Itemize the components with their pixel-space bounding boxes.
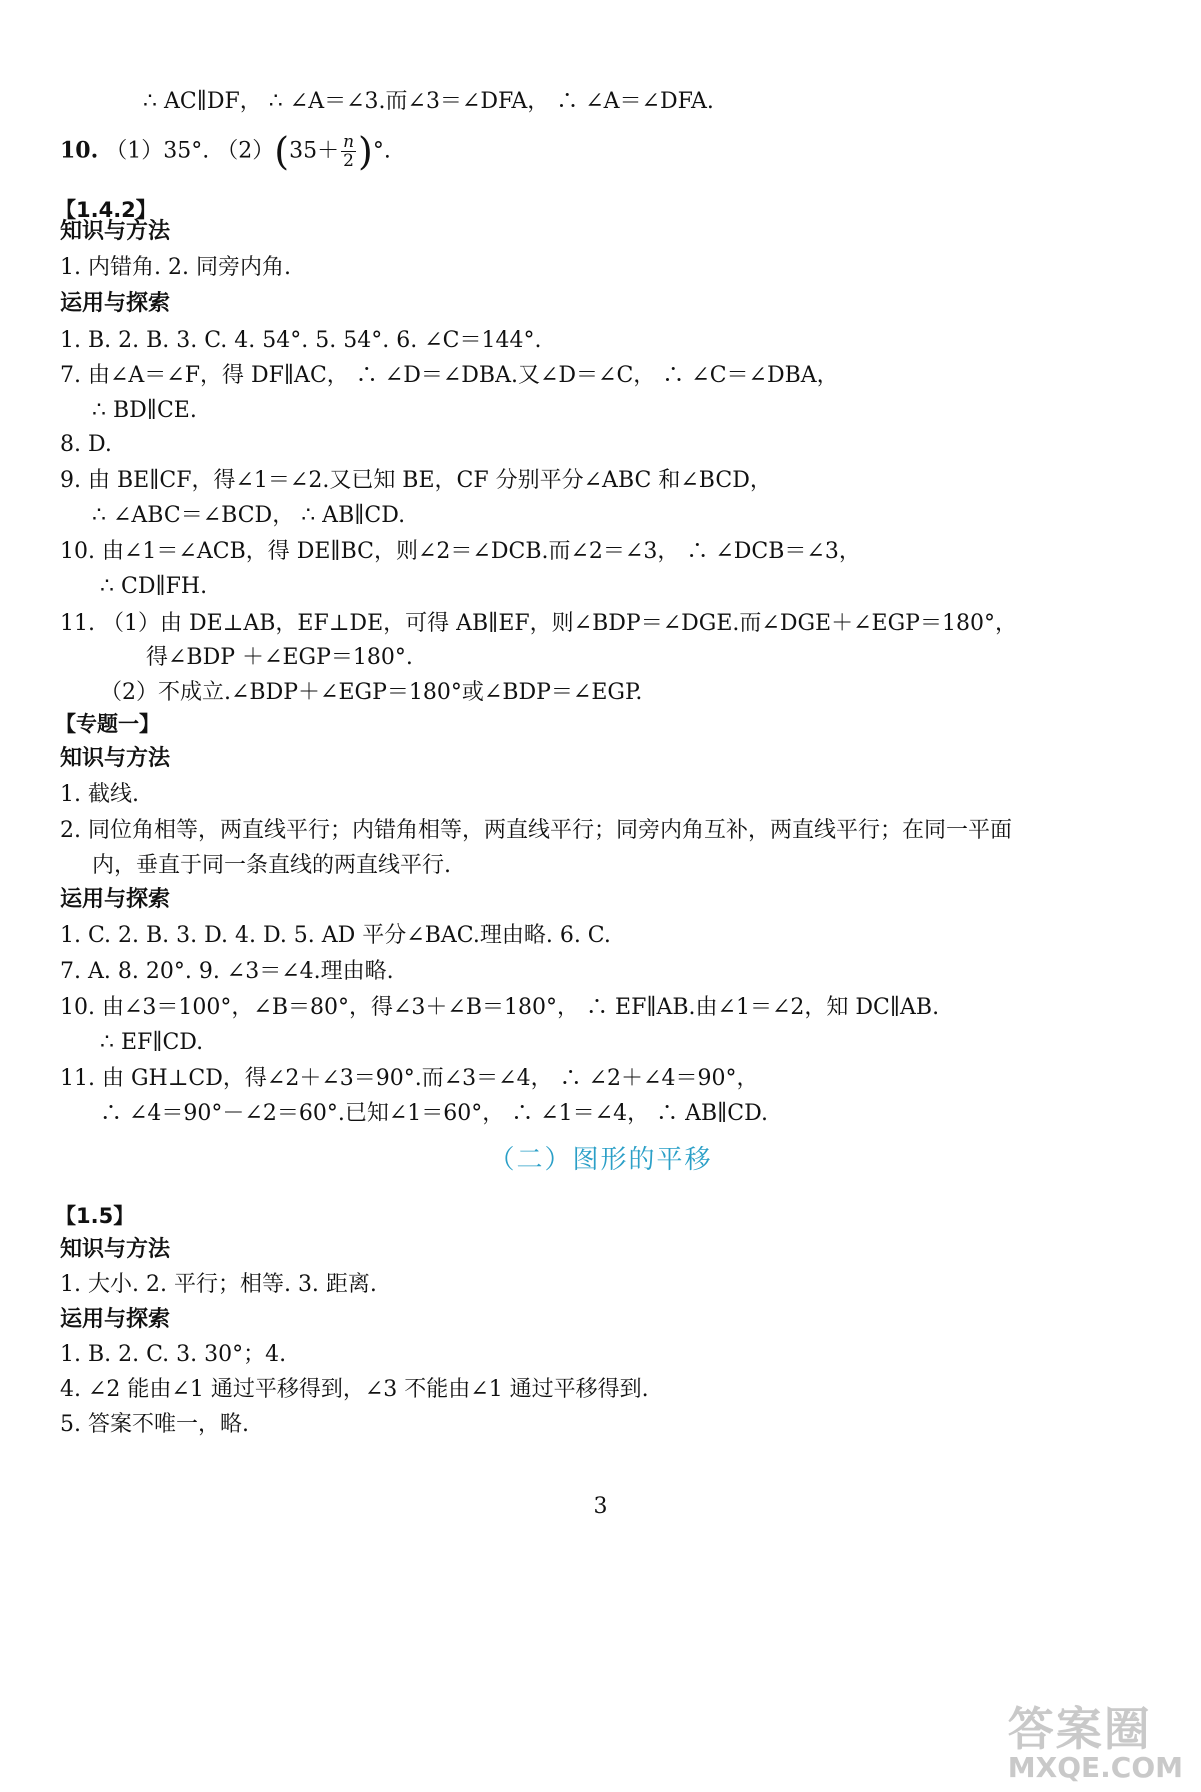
fraction-denominator: 2 — [343, 151, 354, 171]
chapter-subtitle: （二）图形的平移 — [488, 1145, 713, 1175]
answer-text: °. — [372, 138, 391, 164]
answer-line: 9. 由 BE∥CF，得∠1＝∠2.又已知 BE，CF 分别平分∠ABC 和∠BCD， — [60, 468, 772, 493]
answer-line: ∴ EF∥CD. — [100, 1030, 204, 1055]
answer-line: 10. 由∠1＝∠ACB，得 DE∥BC，则∠2＝∠DCB.而∠2＝∠3， ∴ ∠DCB＝∠3， — [60, 539, 861, 564]
watermark-text: 答案圈 — [1007, 1702, 1152, 1756]
answer-line: ∴ ∠ABC＝∠BCD， ∴ AB∥CD. — [92, 503, 406, 528]
fraction — [341, 133, 356, 170]
answer-line: 11. （1）由 DE⊥AB，EF⊥DE，可得 AB∥EF，则∠BDP＝∠DGE.而∠DGE＋∠EGP＝180°， — [60, 611, 1017, 636]
heading-knowledge-method: 知识与方法 — [60, 1237, 171, 1262]
answer-text: 35＋ — [289, 138, 340, 164]
section-title-1-4-2: 【1.4.2】 — [55, 198, 157, 222]
page-number: 3 — [593, 1494, 608, 1519]
answer-line: 2. 同位角相等，两直线平行；内错角相等，两直线平行；同旁内角互补，两直线平行；在同一平面 — [60, 818, 1012, 843]
answer-line: 7. A. 8. 20°. 9. ∠3＝∠4.理由略. — [60, 959, 394, 984]
answer-line: 1. C. 2. B. 3. D. 4. D. 5. AD 平分∠BAC.理由略. 6. C. — [60, 923, 611, 948]
answer-line: 10. 由∠3＝100°，∠B＝80°，得∠3＋∠B＝180°， ∴ EF∥AB.由∠1＝∠2，知 DC∥AB. — [60, 995, 940, 1020]
answer-line: 1. 截线. — [60, 782, 139, 807]
answer-line: ∴ AC∥DF， ∴ ∠A＝∠3.而∠3＝∠DFA， ∴ ∠A＝∠DFA. — [143, 89, 714, 114]
answer-line: 5. 答案不唯一，略. — [60, 1412, 249, 1437]
answer-line: 1. B. 2. C. 3. 30°；4. — [60, 1342, 287, 1367]
heading-knowledge-method: 知识与方法 — [60, 746, 171, 771]
answer-line-10 — [60, 129, 391, 174]
answer-line: 1. 大小. 2. 平行；相等. 3. 距离. — [60, 1272, 377, 1297]
close-paren: ) — [358, 129, 373, 174]
watermark-logo — [1008, 1693, 1183, 1784]
answer-line: ∴ CD∥FH. — [100, 574, 208, 599]
answer-line: 4. ∠2 能由∠1 通过平移得到，∠3 不能由∠1 通过平移得到. — [60, 1377, 649, 1402]
answer-line: （2）不成立.∠BDP＋∠EGP＝180°或∠BDP＝∠EGP. — [100, 680, 643, 705]
fraction-numerator: n — [343, 132, 355, 152]
heading-application-exploration: 运用与探索 — [60, 1307, 171, 1332]
answer-line: 内，垂直于同一条直线的两直线平行. — [92, 853, 451, 878]
answer-line: 7. 由∠A＝∠F，得 DF∥AC， ∴ ∠D＝∠DBA.又∠D＝∠C， ∴ ∠C＝∠DBA， — [60, 363, 839, 388]
open-paren: ( — [274, 129, 290, 174]
answer-line: 1. 内错角. 2. 同旁内角. — [60, 255, 291, 280]
heading-application-exploration: 运用与探索 — [60, 887, 171, 912]
answer-text: （1）35°. （2） — [105, 138, 275, 164]
section-title-1-5: 【1.5】 — [55, 1204, 135, 1228]
heading-knowledge-method: 知识与方法 — [60, 219, 171, 244]
heading-application-exploration: 运用与探索 — [60, 291, 171, 316]
answer-line: 1. B. 2. B. 3. C. 4. 54°. 5. 54°. 6. ∠C＝144°. — [60, 328, 542, 353]
answer-line: 得∠BDP ＋∠EGP＝180°. — [146, 645, 413, 670]
answer-line: 8. D. — [60, 432, 112, 457]
section-title-topic-1: 【专题一】 — [55, 712, 160, 736]
item-number: 10. — [60, 137, 99, 164]
answer-line: 11. 由 GH⊥CD，得∠2＋∠3＝90°.而∠3＝∠4， ∴ ∠2＋∠4＝90°， — [60, 1066, 759, 1091]
answer-line: ∴ ∠4＝90°－∠2＝60°.已知∠1＝60°， ∴ ∠1＝∠4， ∴ AB∥CD. — [100, 1101, 768, 1126]
answer-line: ∴ BD∥CE. — [92, 398, 197, 423]
watermark-url: MXQE.COM — [1007, 1751, 1183, 1784]
